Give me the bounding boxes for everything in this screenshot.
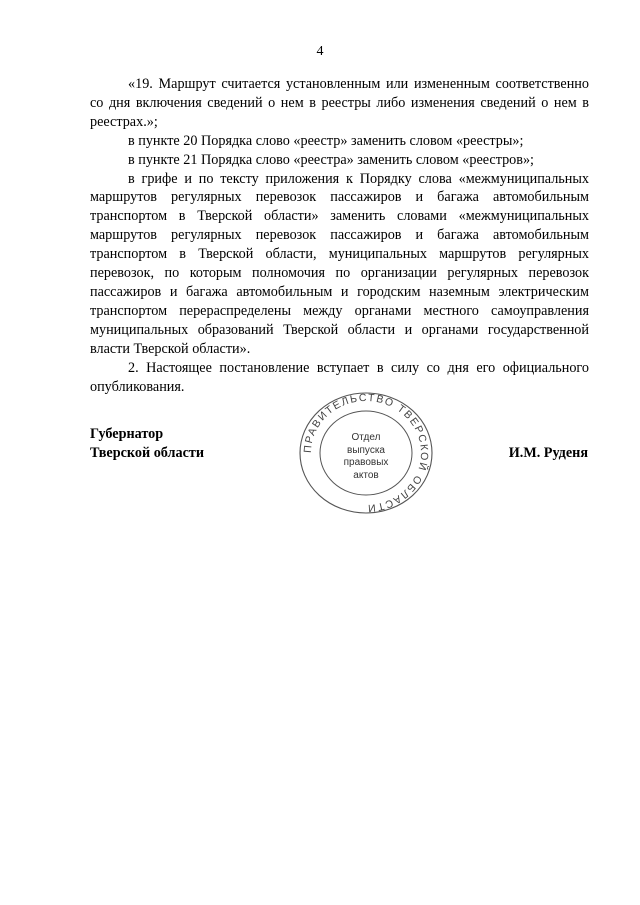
signature-title-line2: Тверской области (90, 445, 205, 461)
paragraph-appendix-heading: в грифе и по тексту приложения к Порядку слова «межмуниципальных маршрутов регулярных перевозок пассажиров и багажа автомобильным транспортом в Тверской области» заменить словами «межмуниципальных маршрутов регулярных перевозок пассажиров и багажа автомобильным транспортом в Тверской области, муниципальных маршрутов регулярных перевозок, по которым полномочия по организации регулярных перевозок пассажиров и багажа автомобильным и городским наземным электрическим транспортом перераспределены между органами местного самоуправления муниципальных образований Тверской области и органами государственной власти Тверской области». (90, 170, 589, 357)
stamp-center-text (299, 432, 433, 482)
paragraph-effective-date: 2. Настоящее постановление вступает в силу со дня его официального опубликования. (90, 359, 589, 395)
document-body (90, 75, 589, 396)
signature-title-line1: Губернатор (90, 426, 164, 442)
signature-name: И.М. Руденя (508, 445, 588, 461)
paragraph-clause-19: «19. Маршрут считается установленным или измененным соответственно со дня включения сведений о нем в реестры либо изменения сведений о нем в реестрах.»; (90, 76, 589, 130)
page-number: 4 (316, 44, 324, 59)
paragraph-point-20: в пункте 20 Порядка слово «реестр» заменить словом «реестры»; (128, 132, 524, 149)
paragraph-point-21: в пункте 21 Порядка слово «реестра» заменить словом «реестров»; (128, 151, 534, 168)
stamp-ring-text: ПРАВИТЕЛЬСТВО ТВЕРСКОЙ ОБЛАСТИ (301, 392, 431, 514)
stamp-center-line4: актов (353, 469, 379, 481)
stamp-center-line2: выпуска (347, 444, 385, 456)
stamp-center-line1: Отдел (351, 432, 381, 443)
signature-title (90, 425, 204, 463)
stamp-center-line3: правовых (343, 457, 389, 468)
official-stamp (299, 392, 433, 514)
